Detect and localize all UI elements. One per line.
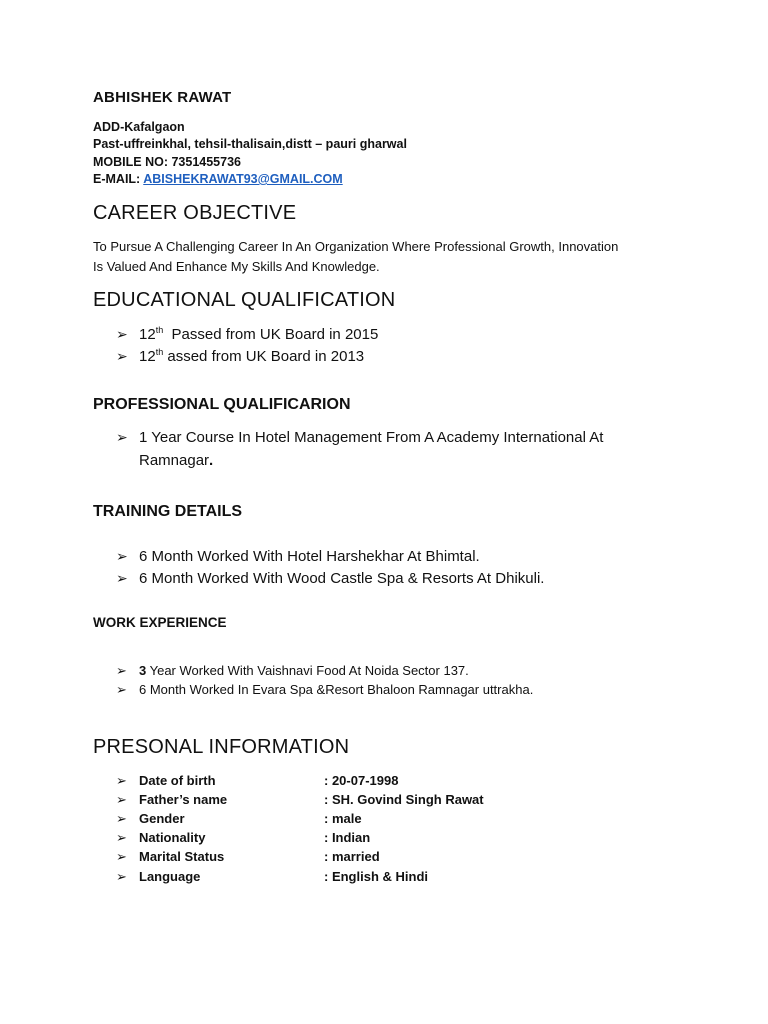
education-heading: EDUCATIONAL QUALIFICATION xyxy=(93,289,396,311)
career-objective-heading: CAREER OBJECTIVE xyxy=(93,202,297,224)
email-link[interactable]: ABISHEKRAWAT93@GMAIL.COM xyxy=(143,172,343,186)
training-item: ➢ 6 Month Worked With Wood Castle Spa & Resorts At Dhikuli. xyxy=(116,570,545,587)
candidate-name: ABHISHEK RAWAT xyxy=(93,89,232,106)
professional-item: ➢ 1 Year Course In Hotel Management From A Academy International At xyxy=(116,429,604,446)
arrow-bullet-icon: ➢ xyxy=(116,811,127,826)
work-heading: WORK EXPERIENCE xyxy=(93,615,227,630)
career-objective-text xyxy=(93,237,683,277)
email-label: E-MAIL: xyxy=(93,172,144,186)
email-row xyxy=(93,171,343,188)
arrow-bullet-icon: ➢ xyxy=(116,429,128,445)
training-heading: TRAINING DETAILS xyxy=(93,503,243,520)
arrow-bullet-icon: ➢ xyxy=(116,548,128,564)
personal-info-row: ➢ Marital Status : married xyxy=(116,849,380,864)
personal-info-row: ➢ Gender : male xyxy=(116,811,362,826)
personal-info-row: ➢ Language : English & Hindi xyxy=(116,869,428,884)
professional-heading: PROFESSIONAL QUALIFICARION xyxy=(93,396,351,413)
arrow-bullet-icon: ➢ xyxy=(116,830,127,845)
work-item: ➢ 3 Year Worked With Vaishnavi Food At Noida Sector 137. xyxy=(116,663,469,678)
education-item: ➢ 12th Passed from UK Board in 2015 xyxy=(116,325,379,343)
address-line-2: Past-uffreinkhal, tehsil-thalisain,distt – pauri gharwal xyxy=(93,137,407,151)
arrow-bullet-icon: ➢ xyxy=(116,849,127,864)
arrow-bullet-icon: ➢ xyxy=(116,570,128,586)
personal-info-heading: PRESONAL INFORMATION xyxy=(93,736,350,758)
arrow-bullet-icon: ➢ xyxy=(116,326,128,342)
arrow-bullet-icon: ➢ xyxy=(116,348,128,364)
personal-info-row: ➢ Father’s name : SH. Govind Singh Rawat xyxy=(116,792,484,807)
personal-info-row: ➢ Nationality : Indian xyxy=(116,830,371,845)
address-line-1: ADD-Kafalgaon xyxy=(93,120,185,134)
work-item: ➢ 6 Month Worked In Evara Spa &Resort Bhaloon Ramnagar uttrakha. xyxy=(116,682,534,697)
training-item: ➢ 6 Month Worked With Hotel Harshekhar At Bhimtal. xyxy=(116,548,480,565)
career-objective-line-2: Is Valued And Enhance My Skills And Knowledge. xyxy=(93,259,380,274)
arrow-bullet-icon: ➢ xyxy=(116,792,127,807)
arrow-bullet-icon: ➢ xyxy=(116,663,127,678)
arrow-bullet-icon: ➢ xyxy=(116,682,127,697)
mobile-number: MOBILE NO: 7351455736 xyxy=(93,155,241,169)
personal-info-row: ➢ Date of birth : 20-07-1998 xyxy=(116,773,399,788)
education-item: ➢ 12th assed from UK Board in 2013 xyxy=(116,347,365,365)
professional-item-continued: Ramnagar. xyxy=(139,452,214,469)
career-objective-line-1: To Pursue A Challenging Career In An Organization Where Professional Growth, Innovation xyxy=(93,239,619,254)
arrow-bullet-icon: ➢ xyxy=(116,773,127,788)
arrow-bullet-icon: ➢ xyxy=(116,869,127,884)
